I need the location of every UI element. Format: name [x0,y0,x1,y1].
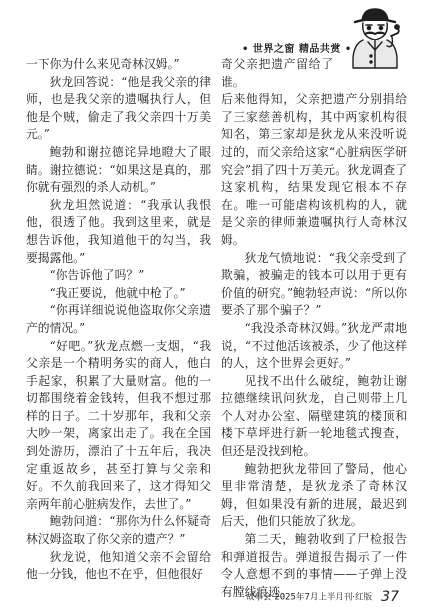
section-label: • 世界之窗 精品共赏 • [242,44,352,55]
paragraph: “我正要说，他就中枪了。” [49,285,186,300]
paragraph: “我没杀奇林汉姆。”狄龙严肃地说，“不过他活该被杀，少了他这样的人，这个世界会更好。” [221,320,407,371]
paragraph: 狄龙气愤地说：“我父亲受到了欺骗，被骗走的钱本可以用于更有价值的研究。”鲍勃轻声说：“所以你要杀了那个骗子？” [221,250,407,318]
paragraph: 鲍勃问道：“那你为什么怀疑奇林汉姆盗取了你父亲的遗产？” [26,514,211,547]
page-footer [246,586,399,605]
paragraph: 鲍勃把狄龙带回了警局，他心里非常清楚，是狄龙杀了奇林汉姆，但如果没有新的进展，最迟到后天，他们只能放了狄龙。 [221,461,407,529]
paragraph: 见找不出什么破绽，鲍勃让谢拉德继续讯问狄龙，自己则带上几个人对办公室、隔壁建筑的楼顶和楼下草坪进行新一轮地毯式搜查，但还是没找到枪。 [221,373,407,459]
paragraph: 狄龙坦然说道：“我承认我恨他，很透了他。我到这里来，就是想告诉他，我知道他干的勾当，我要揭露他。” [26,197,211,265]
left-text-column [26,56,211,584]
paragraph: 狄龙说，他知道父亲不会留给他一分钱，他也不在乎，但他很好 [26,549,211,582]
paragraph: 后来他得知，父亲把遗产分别捐给了三家慈善机构，其中两家机构很知名，第三家却是狄龙从来没听说过的，而父亲给这家“心脏病医学研究会”捐了四十万美元。狄龙调查了这家机构，结果发现它根本不存在。唯一可能虐构该机构的人，就是父亲的律师兼遗嘱执行人奇林汉姆。 [221,92,407,247]
paragraph: “你告诉他了吗？” [49,268,145,283]
paragraph: 鲍勃和谢拉德诧异地瞪大了眼睛。谢拉德说：“如果这是真的，那你就有强烈的杀人动机。” [26,144,211,195]
paragraph: “你再详细说说他盗取你父亲遗产的情况。” [26,303,211,335]
page-number: 37 [381,588,399,605]
paragraph: 狄龙回答说：“他是我父亲的律师，也是我父亲的遗嘱执行人，但他是个贼，偷走了我父亲四十万美元。” [26,74,211,142]
issue-info: 故事会·2025年7月上半月刊·红版 [246,592,373,603]
right-text-column [221,56,407,601]
paragraph: 第二天，鲍勃收到了尸检报告和弹道报告。弹道报告揭示了一件令人意想不到的事情——子弹上没有膛线痕迹。 [221,532,407,599]
paragraph: “好吧。”狄龙点燃一支烟，“我父亲是一个精明务实的商人，他白手起家，积累了大量财富。他的一切都围绕着金钱转，但我不想过那样的日子。二十岁那年，我和父亲大吵一架，离家出走了。我在全国到处游历，漂泊了十五年后，我决定重返故乡，甚至打算与父亲和好。不久前我回来了，这才得知父亲两年前心脏病发作，去世了。” [26,338,211,511]
paragraph: 一下你为什么来见奇林汉姆。” [26,57,180,71]
paragraph: 奇父亲把遗产留给了谁。 [221,57,333,89]
